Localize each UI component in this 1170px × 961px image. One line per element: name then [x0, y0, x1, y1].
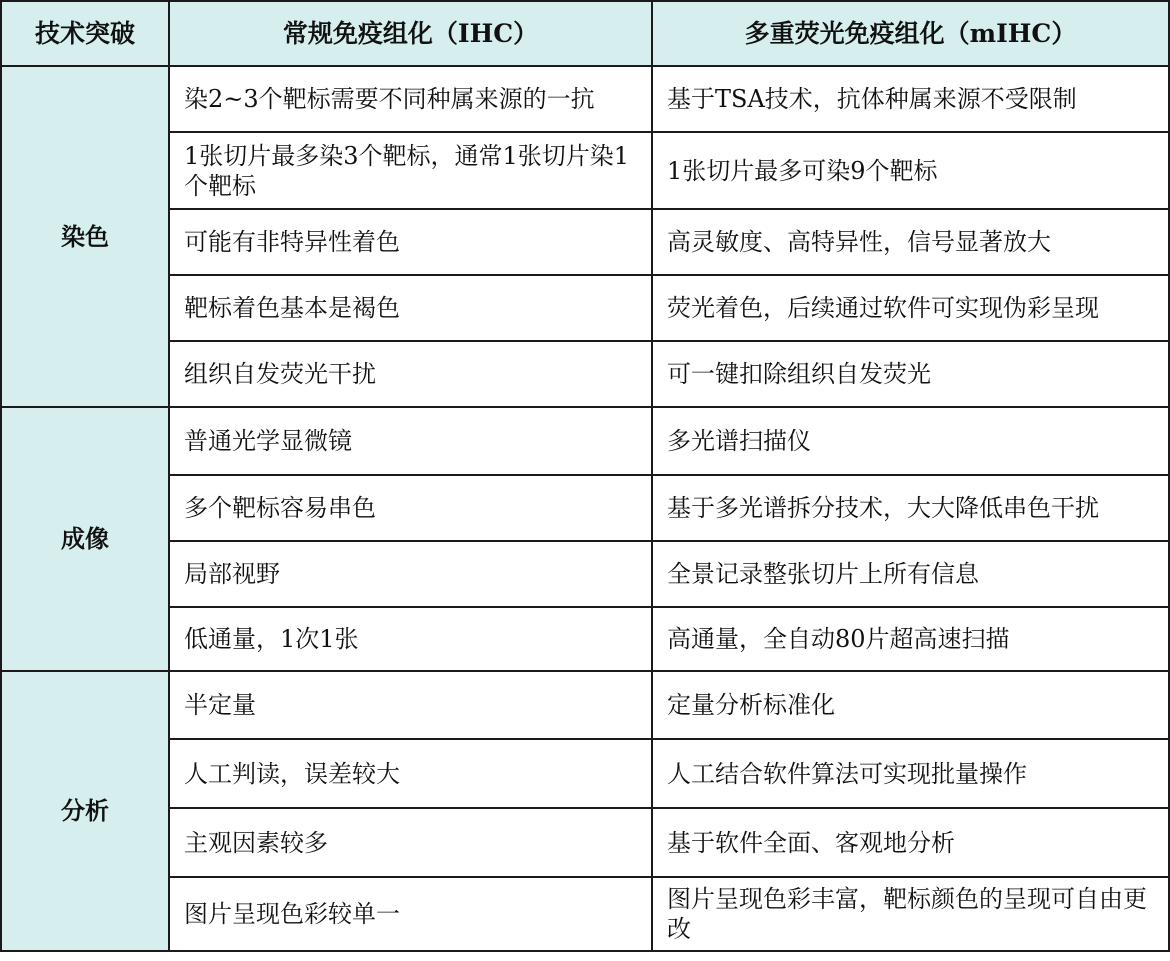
mihc-cell: 可一键扣除组织自发荧光: [652, 341, 1169, 407]
mihc-cell: 多光谱扫描仪: [652, 407, 1169, 475]
table-row: [1, 671, 1169, 739]
mihc-cell: 图片呈现色彩丰富，靶标颜色的呈现可自由更改: [652, 877, 1169, 951]
ihc-cell: 主观因素较多: [169, 808, 652, 877]
header-ihc: 常规免疫组化（IHC）: [169, 1, 652, 66]
mihc-cell: 人工结合软件算法可实现批量操作: [652, 739, 1169, 808]
category-cell-analysis: 分析: [1, 671, 169, 951]
header-row: [1, 1, 1169, 66]
table-row: [1, 877, 1169, 951]
ihc-cell: 半定量: [169, 671, 652, 739]
ihc-cell: 靶标着色基本是褐色: [169, 275, 652, 341]
mihc-cell: 荧光着色，后续通过软件可实现伪彩呈现: [652, 275, 1169, 341]
ihc-cell: 多个靶标容易串色: [169, 475, 652, 541]
category-cell-imaging: 成像: [1, 407, 169, 671]
header-mihc: 多重荧光免疫组化（mIHC）: [652, 1, 1169, 66]
mihc-cell: 基于TSA技术，抗体种属来源不受限制: [652, 66, 1169, 132]
table-row: [1, 66, 1169, 132]
ihc-cell: 普通光学显微镜: [169, 407, 652, 475]
table-row: [1, 407, 1169, 475]
ihc-cell: 可能有非特异性着色: [169, 209, 652, 275]
ihc-cell: 1张切片最多染3个靶标，通常1张切片染1个靶标: [169, 132, 652, 209]
table-row: [1, 275, 1169, 341]
table-row: [1, 541, 1169, 607]
table-row: [1, 209, 1169, 275]
ihc-cell: 染2~3个靶标需要不同种属来源的一抗: [169, 66, 652, 132]
header-category: 技术突破: [1, 1, 169, 66]
mihc-cell: 基于多光谱拆分技术，大大降低串色干扰: [652, 475, 1169, 541]
ihc-cell: 人工判读，误差较大: [169, 739, 652, 808]
ihc-cell: 图片呈现色彩较单一: [169, 877, 652, 951]
mihc-cell: 高通量，全自动80片超高速扫描: [652, 607, 1169, 671]
mihc-cell: 基于软件全面、客观地分析: [652, 808, 1169, 877]
table-row: [1, 808, 1169, 877]
table-row: [1, 607, 1169, 671]
ihc-cell: 局部视野: [169, 541, 652, 607]
ihc-cell: 组织自发荧光干扰: [169, 341, 652, 407]
table-row: [1, 739, 1169, 808]
table-row: [1, 341, 1169, 407]
table-row: [1, 132, 1169, 209]
table-row: [1, 475, 1169, 541]
mihc-cell: 1张切片最多可染9个靶标: [652, 132, 1169, 209]
category-cell-staining: 染色: [1, 66, 169, 407]
mihc-cell: 定量分析标准化: [652, 671, 1169, 739]
mihc-cell: 高灵敏度、高特异性，信号显著放大: [652, 209, 1169, 275]
ihc-cell: 低通量，1次1张: [169, 607, 652, 671]
mihc-cell: 全景记录整张切片上所有信息: [652, 541, 1169, 607]
